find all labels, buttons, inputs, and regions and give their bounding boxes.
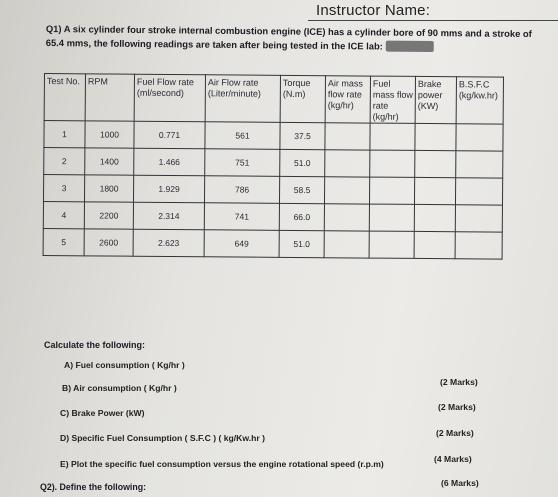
cell-torque: 66.0 — [279, 203, 324, 230]
cell-brake-power — [414, 204, 455, 231]
cell-air-mass-flow — [324, 231, 369, 258]
cell-torque: 58.5 — [279, 176, 324, 203]
cell-rpm: 1000 — [85, 121, 134, 148]
instructor-name-underline — [308, 20, 558, 21]
cell-fuel-flow: 1.466 — [134, 148, 205, 176]
cell-rpm: 1800 — [84, 175, 133, 202]
cell-rpm: 2600 — [84, 229, 133, 256]
task-c: C) Brake Power (kW) — [60, 408, 145, 418]
task-a: A) Fuel consumption ( Kg/hr ) — [64, 360, 185, 370]
cell-fuel-flow: 2.623 — [133, 229, 204, 257]
calculate-heading: Calculate the following: — [44, 340, 146, 350]
cell-air-mass-flow — [325, 123, 370, 150]
header-test-no: Test No. — [44, 74, 85, 121]
question-2-text: Q2). Define the following: — [40, 482, 147, 492]
header-fuel-flow: Fuel Flow rate (ml/second) — [134, 74, 205, 122]
cell-torque: 37.5 — [280, 122, 325, 149]
task-b: B) Air consumption ( Kg/hr ) — [62, 383, 177, 393]
cell-torque: 51.0 — [280, 149, 325, 176]
table-row — [43, 201, 502, 232]
cell-fuel-mass-flow — [369, 231, 414, 258]
header-bsfc: B.S.F.C (kg/kw.hr) — [456, 77, 503, 124]
header-brake-power: Brake power (KW) — [415, 76, 456, 123]
cell-fuel-flow: 1.929 — [133, 175, 204, 203]
cell-bsfc — [455, 178, 502, 205]
header-air-flow: Air Flow rate (Liter/minute) — [205, 75, 280, 123]
cell-torque: 51.0 — [279, 230, 324, 257]
cell-brake-power — [414, 177, 455, 204]
cell-fuel-flow: 0.771 — [134, 121, 205, 149]
cell-bsfc — [456, 151, 503, 178]
cell-air-mass-flow — [324, 204, 369, 231]
cell-air-mass-flow — [325, 150, 370, 177]
cell-air-mass-flow — [324, 177, 369, 204]
cell-air-flow: 741 — [204, 203, 279, 231]
task-d-marks: (4 Marks) — [434, 454, 472, 464]
table-row — [44, 148, 503, 179]
cell-fuel-mass-flow — [369, 177, 414, 204]
task-b-marks: (2 Marks) — [438, 402, 476, 412]
cell-bsfc — [455, 232, 502, 259]
task-e: E) Plot the specific fuel consumption versus the engine rotational speed (r.p.m) — [60, 459, 384, 469]
table-row — [43, 228, 502, 259]
cell-brake-power — [414, 231, 455, 258]
task-c-marks: (2 Marks) — [436, 428, 474, 438]
cell-air-flow: 786 — [204, 176, 279, 204]
engine-test-table — [43, 73, 504, 260]
task-a-marks: (2 Marks) — [440, 377, 478, 387]
cell-rpm: 2200 — [84, 202, 133, 229]
cell-test: 5 — [43, 228, 84, 255]
cell-fuel-mass-flow — [370, 150, 415, 177]
task-e-marks: (6 Marks) — [441, 478, 479, 488]
table-header-row — [44, 74, 503, 125]
cell-bsfc — [455, 205, 502, 232]
header-torque: Torque (N.m) — [280, 75, 325, 122]
question-1-body: Q1) A six cylinder four stroke internal combustion engine (ICE) has a cylinder bore of 90 mms and a stroke of 65.4 mms, the following readings are taken after being tested in the ICE lab: — [45, 22, 532, 52]
instructor-name-label: Instructor Name: — [316, 2, 431, 19]
header-fuel-mass-flow: Fuel mass flow rate (kg/hr) — [370, 76, 415, 123]
cell-air-flow: 649 — [204, 230, 279, 258]
cell-fuel-mass-flow — [370, 123, 415, 150]
cell-rpm: 1400 — [85, 148, 134, 175]
cell-test: 1 — [44, 121, 85, 148]
cell-test: 2 — [44, 148, 85, 175]
header-air-mass-flow: Air mass flow rate (kg/hr) — [325, 76, 370, 123]
cell-air-flow: 751 — [205, 149, 280, 177]
header-rpm: RPM — [85, 74, 134, 121]
table-row — [44, 121, 503, 152]
cell-fuel-flow: 2.314 — [133, 202, 204, 230]
cell-air-flow: 561 — [205, 122, 280, 150]
cell-brake-power — [415, 150, 456, 177]
table-row — [43, 175, 502, 206]
cell-brake-power — [415, 123, 456, 150]
question-1-marks-redacted: (20 Marks) — [386, 40, 433, 53]
cell-test: 4 — [43, 201, 84, 228]
cell-test: 3 — [43, 175, 84, 202]
cell-bsfc — [456, 124, 503, 151]
task-d: D) Specific Fuel Consumption ( S.F.C ) ( kg/Kw.hr ) — [60, 433, 265, 443]
cell-fuel-mass-flow — [369, 204, 414, 231]
question-1-text — [46, 22, 551, 55]
